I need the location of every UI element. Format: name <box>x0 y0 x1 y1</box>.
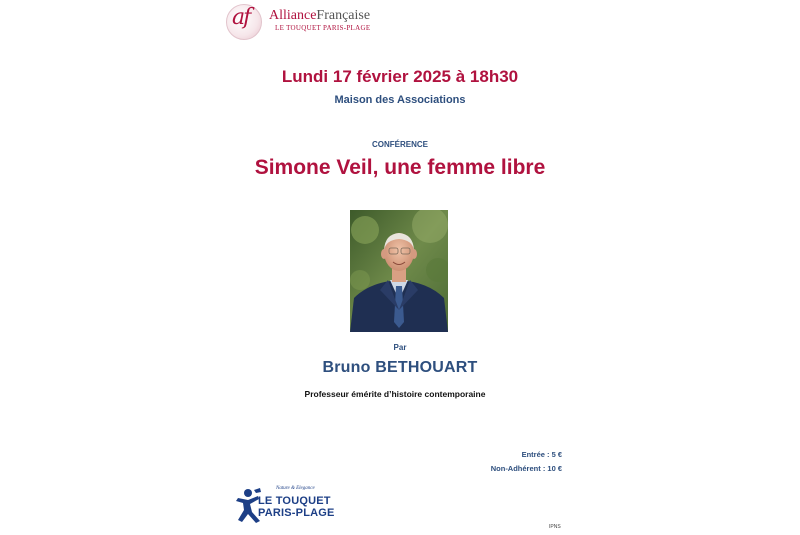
org-name <box>269 8 370 24</box>
le-touquet-name-line2: PARIS-PLAGE <box>258 507 335 519</box>
event-title: Simone Veil, une femme libre <box>254 156 546 179</box>
af-logo-mark: af <box>232 5 250 30</box>
le-touquet-logo <box>234 486 334 524</box>
org-name-part1: Alliance <box>269 8 317 23</box>
speaker-photo <box>350 210 448 332</box>
price-entry: Entrée : 5 € <box>521 450 562 459</box>
org-subtitle: LE TOUQUET PARIS-PLAGE <box>275 24 371 32</box>
alliance-francaise-logo <box>226 4 371 38</box>
org-name-part2: Française <box>316 8 371 23</box>
le-touquet-slogan: Nature & Elegance <box>276 486 315 491</box>
speaker-by-label: Par <box>393 343 407 352</box>
event-date-time: Lundi 17 février 2025 à 18h30 <box>281 67 519 86</box>
speaker-name: Bruno BETHOUART <box>322 359 478 376</box>
event-type: CONFÉRENCE <box>371 140 428 149</box>
speaker-role: Professeur émérite d’histoire contemporaine <box>304 389 486 399</box>
price-non-member: Non-Adhérent : 10 € <box>490 464 562 473</box>
print-note: IPNS <box>549 524 561 530</box>
event-venue: Maison des Associations <box>334 94 466 106</box>
le-touquet-name-line1: LE TOUQUET <box>258 495 331 507</box>
